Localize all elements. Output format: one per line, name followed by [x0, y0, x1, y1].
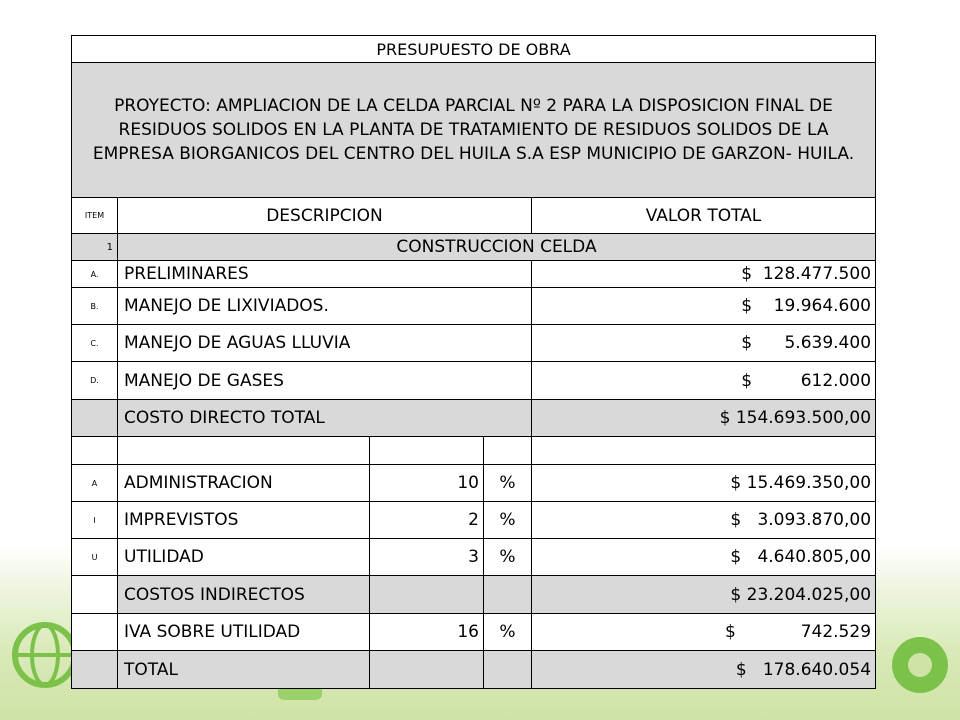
total-value: $ 178.640.054	[532, 651, 876, 689]
row-item: A.	[72, 261, 118, 288]
row-item: C.	[72, 325, 118, 362]
header-description: DESCRIPCION	[118, 198, 532, 234]
row-item: I	[72, 502, 118, 539]
row-description: PRELIMINARES	[118, 261, 532, 288]
row-percent: 10	[370, 465, 484, 502]
iva-percent: 16	[370, 614, 484, 651]
row-description: MANEJO DE AGUAS LLUVIA	[118, 325, 532, 362]
indirect-total-item	[72, 576, 118, 614]
budget-table	[71, 35, 876, 689]
globe-icon	[10, 600, 80, 710]
row-item: U	[72, 539, 118, 576]
indirect-total-label: COSTOS INDIRECTOS	[118, 576, 370, 614]
iva-label: IVA SOBRE UTILIDAD	[118, 614, 370, 651]
row-value: $ 612.000	[532, 362, 876, 400]
row-label: UTILIDAD	[118, 539, 370, 576]
header-value: VALOR TOTAL	[532, 198, 876, 234]
percent-symbol: %	[484, 502, 532, 539]
table-row	[72, 539, 876, 576]
row-value: $ 19.964.600	[532, 288, 876, 325]
table-title: PRESUPUESTO DE OBRA	[72, 36, 876, 63]
indirect-total-blank	[370, 576, 484, 614]
percent-symbol: %	[484, 539, 532, 576]
spacer-cell	[532, 437, 876, 465]
row-description: MANEJO DE GASES	[118, 362, 532, 400]
direct-total-item	[72, 400, 118, 437]
table-row	[72, 288, 876, 325]
row-label: IMPREVISTOS	[118, 502, 370, 539]
row-value: $ 4.640.805,00	[532, 539, 876, 576]
direct-total-label: COSTO DIRECTO TOTAL	[118, 400, 532, 437]
table-row	[72, 465, 876, 502]
spacer-cell	[118, 437, 370, 465]
row-value: $ 128.477.500	[532, 261, 876, 288]
header-item: ITEM	[72, 198, 118, 234]
iva-item	[72, 614, 118, 651]
section-item: 1	[72, 234, 118, 261]
row-item: A	[72, 465, 118, 502]
row-item: D.	[72, 362, 118, 400]
section-label: CONSTRUCCION CELDA	[118, 234, 876, 261]
row-label: ADMINISTRACION	[118, 465, 370, 502]
indirect-total-blank	[484, 576, 532, 614]
flower-icon	[880, 620, 960, 710]
spacer-cell	[72, 437, 118, 465]
row-value: $ 3.093.870,00	[532, 502, 876, 539]
row-value: $ 5.639.400	[532, 325, 876, 362]
project-description: PROYECTO: AMPLIACION DE LA CELDA PARCIAL Nº 2 PARA LA DISPOSICION FINAL DE RESIDUOS SOLIDOS EN LA PLANTA DE TRATAMIENTO DE RESIDUOS SOLIDOS DE LA EMPRESA BIORGANICOS DEL CENTRO DEL HUILA S.A ESP MUNICIPIO DE GARZON- HUILA.	[72, 63, 876, 198]
percent-symbol: %	[484, 614, 532, 651]
table-row	[72, 362, 876, 400]
total-item	[72, 651, 118, 689]
total-label: TOTAL	[118, 651, 370, 689]
total-blank	[370, 651, 484, 689]
iva-value: $ 742.529	[532, 614, 876, 651]
indirect-total-value: $ 23.204.025,00	[532, 576, 876, 614]
row-percent: 2	[370, 502, 484, 539]
direct-total-value: $ 154.693.500,00	[532, 400, 876, 437]
table-row	[72, 502, 876, 539]
row-percent: 3	[370, 539, 484, 576]
table-row	[72, 261, 876, 288]
row-value: $ 15.469.350,00	[532, 465, 876, 502]
row-description: MANEJO DE LIXIVIADOS.	[118, 288, 532, 325]
spacer-cell	[370, 437, 484, 465]
spacer-cell	[484, 437, 532, 465]
row-item: B.	[72, 288, 118, 325]
table-row	[72, 614, 876, 651]
table-row	[72, 325, 876, 362]
percent-symbol: %	[484, 465, 532, 502]
total-blank	[484, 651, 532, 689]
